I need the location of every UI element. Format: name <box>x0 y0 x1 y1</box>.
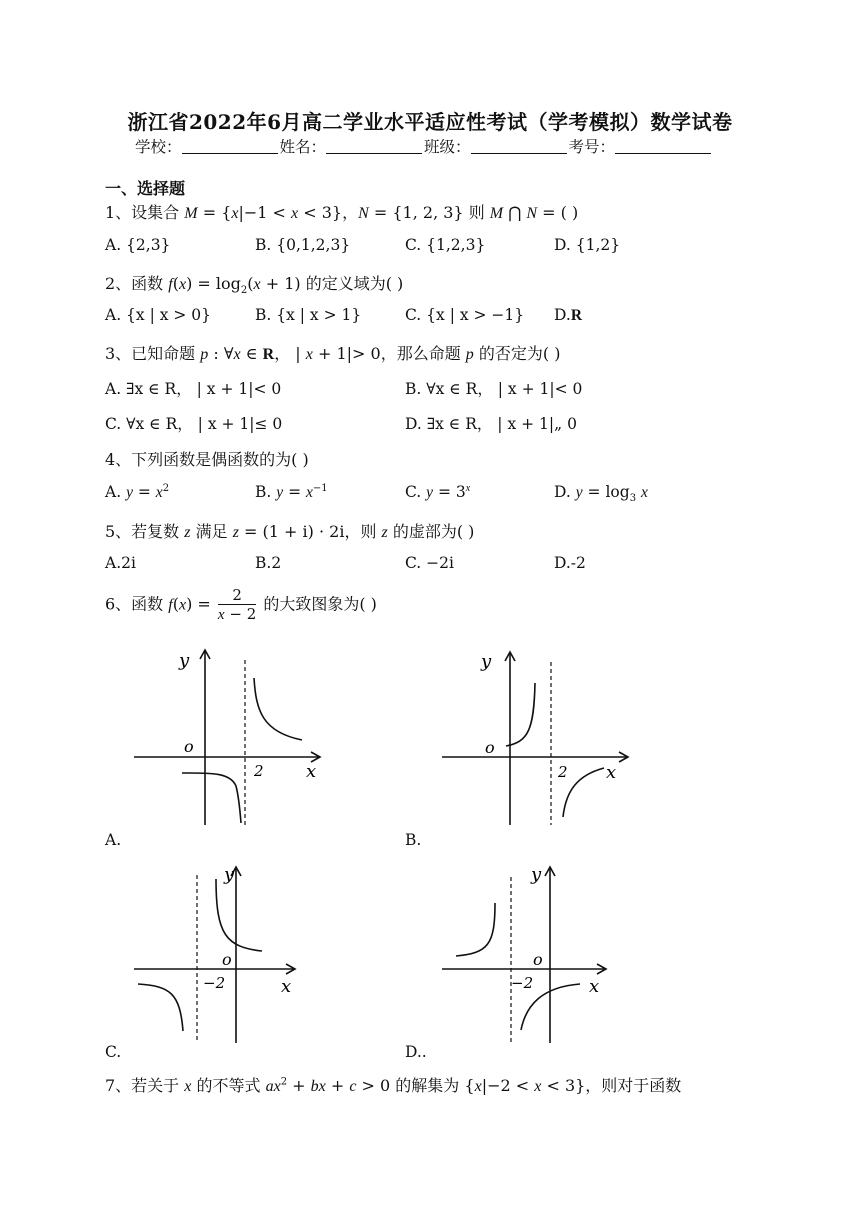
x-axis-label: x <box>281 976 292 997</box>
q4-option-b[interactable]: B. $y = x^{-1}$ <box>255 483 328 502</box>
section-heading: 一、选择题 <box>105 179 186 198</box>
q2-option-a[interactable]: A. {x | x > 0} <box>105 306 212 324</box>
class-blank <box>471 139 567 154</box>
y-axis-label: y <box>481 651 492 672</box>
graph-d <box>438 855 638 1045</box>
school-blank <box>182 139 278 154</box>
q4-option-c[interactable]: C. $y = 3^x$ <box>405 483 471 502</box>
y-axis-label: y <box>179 650 190 671</box>
q3-option-b[interactable]: B. ∀x ∈ R， | x + 1|< 0 <box>405 380 583 398</box>
q6-option-d[interactable]: D.. <box>405 1043 427 1061</box>
page-title: 浙江省2022年6月高二学业水平适应性考试（学考模拟）数学试卷 <box>127 110 733 134</box>
tick-label-neg2: −2 <box>203 974 226 992</box>
q6-option-c[interactable]: C. <box>105 1043 122 1061</box>
name-blank <box>326 139 422 154</box>
question-6-stem: 6、函数 f(x) = $\frac{2}{x - 2}$ 的大致图象为( ) <box>105 586 377 623</box>
q4-option-d[interactable]: D. $y = \log_3 x$ <box>554 483 648 505</box>
origin-label: o <box>222 950 232 969</box>
q2-option-c[interactable]: C. {x | x > −1} <box>405 306 525 324</box>
q5-option-a[interactable]: A.2i <box>105 554 136 572</box>
q5-option-c[interactable]: C. −2i <box>405 554 454 572</box>
question-5-stem: 5、若复数 z 满足 z = (1 + i) · 2i，则 z 的虚部为( ) <box>105 522 475 541</box>
q4-option-a[interactable]: A. $y = x^2$ <box>105 483 170 502</box>
q2-option-d[interactable]: D.R <box>554 306 583 324</box>
y-axis-label: y <box>531 864 542 885</box>
q3-option-c[interactable]: C. ∀x ∈ R， | x + 1|≤ 0 <box>105 415 283 433</box>
q5-option-b[interactable]: B.2 <box>255 554 282 572</box>
y-axis-label: y <box>224 864 235 885</box>
q1-option-d[interactable]: D. {1,2} <box>554 236 621 254</box>
tick-label-2: 2 <box>558 763 568 781</box>
name-label: 姓名： <box>279 138 327 156</box>
graph-a <box>130 640 330 830</box>
q1-option-c[interactable]: C. {1,2,3} <box>405 236 486 254</box>
q3-option-a[interactable]: A. ∃x ∈ R， | x + 1|< 0 <box>105 380 282 398</box>
fraction: $\frac{2}{x - 2}$ <box>217 586 257 623</box>
question-3-stem: 3、已知命题 p : ∀x ∈ R， | x + 1|> 0，那么命题 p 的否定为( ) <box>105 344 561 363</box>
origin-label: o <box>533 950 543 969</box>
q2-option-b[interactable]: B. {x | x > 1} <box>255 306 362 324</box>
q1-option-b[interactable]: B. {0,1,2,3} <box>255 236 351 254</box>
number-label: 考号： <box>568 138 616 156</box>
origin-label: o <box>485 738 495 757</box>
q1-option-a[interactable]: A. {2,3} <box>105 236 171 254</box>
origin-label: o <box>184 737 194 756</box>
question-2-stem: 2、函数 $f(x) = \log_2(x + 1)$ 的定义域为( ) <box>105 274 404 297</box>
question-4-stem: 4、下列函数是偶函数的为( ) <box>105 450 309 469</box>
q3-option-d[interactable]: D. ∃x ∈ R， | x + 1|„ 0 <box>405 415 577 433</box>
graph-c <box>130 855 330 1045</box>
number-blank <box>615 139 711 154</box>
tick-label-2: 2 <box>254 762 264 780</box>
class-label: 班级： <box>424 138 471 156</box>
graph-b <box>438 640 638 830</box>
x-axis-label: x <box>306 761 317 782</box>
q6-option-a[interactable]: A. <box>105 831 122 849</box>
q5-option-d[interactable]: D.-2 <box>554 554 586 572</box>
q6-option-b[interactable]: B. <box>405 831 422 849</box>
student-info-line <box>135 135 713 157</box>
question-7-stem: 7、若关于 x 的不等式 $ax^2$ + bx + c > 0 的解集为 {x|−2 < x < 3}，则对于函数 <box>105 1076 682 1095</box>
x-axis-label: x <box>589 976 600 997</box>
question-1-stem: 1、设集合 M = {x|−1 < x < 3}，N = {1, 2, 3} 则 M ⋂ N = ( ) <box>105 203 579 222</box>
school-label: 学校： <box>135 138 182 156</box>
tick-label-neg2: −2 <box>511 974 534 992</box>
x-axis-label: x <box>606 762 617 783</box>
